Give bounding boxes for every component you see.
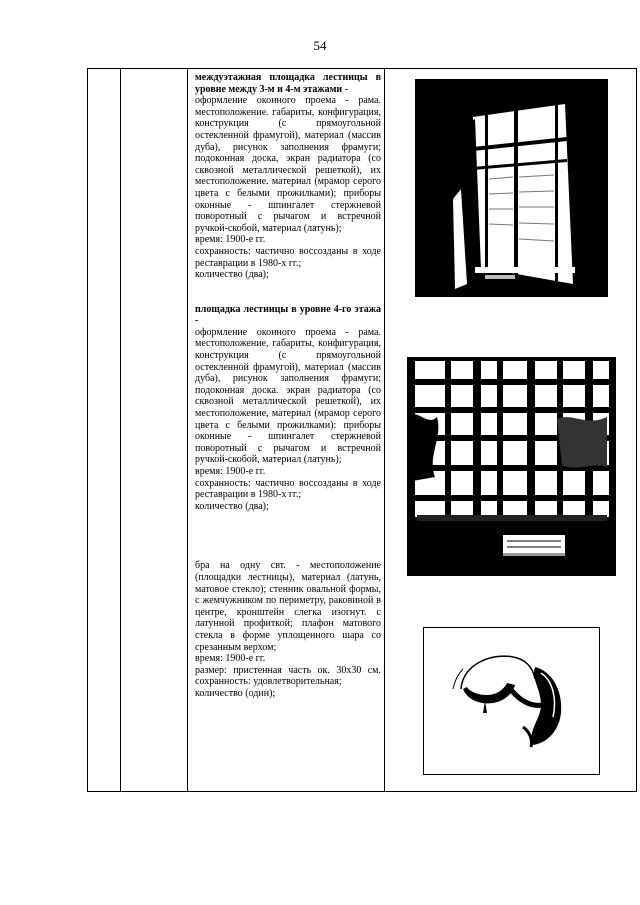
entry-description: бра на одну свт. - местоположение (площадки лестницы), материал (латунь, матовое стекло); стенник овальной формы, с жемчужником по периметру, раковиной в центре, кронштейн слегка изогнут. с латунной профиткой; плафон матового стекла в форме уплощенного шара со срезанным верхом; [195, 560, 381, 653]
entry-title: площадка лестницы в уровне 4-го этажа - [195, 303, 381, 327]
entry-condition: сохранность: частично воссозданы в ходе реставрации в 1980-х гг.; [195, 477, 381, 501]
entry-window-landing-3-4 [188, 72, 384, 281]
entry-condition: сохранность: частично воссозданы в ходе реставрации в 1980-х гг.; [195, 245, 381, 269]
blank-column [121, 69, 188, 792]
window-photo-2 [407, 357, 616, 576]
entry-time: время: 1900-е гг. [195, 234, 266, 246]
entry-time: время: 1900-е гг. [195, 466, 266, 477]
table-row [88, 69, 637, 792]
photo-column [385, 69, 637, 792]
page-number: 54 [313, 38, 327, 53]
entry-quantity: количество (один); [195, 687, 276, 699]
entry-time: время: 1900-е гг. [195, 653, 266, 665]
sconce-photo [423, 627, 600, 775]
entry-sconce [188, 560, 384, 699]
inventory-table [87, 68, 637, 792]
window-photo-1 [415, 79, 608, 297]
entry-description: оформление оконного проема - рама. местоположение, габариты, конфигурация, конструкция (с прямоугольной остекленной фрамугой), материал (массив дуба), рисунок заполнения фрамуги; подоконная доска. экран радиатора (со сквозной металлической решеткой), их местоположение, материал (мрамор серого цвета с белыми прожилками): приборы оконные - шпингалет стержневой поворотный с рычагом и встречной ручкой-скобой, материал (латунь); [195, 326, 381, 466]
entry-quantity: количество (два); [195, 500, 269, 512]
entry-description: оформление оконного проема - рама. местоположение. габариты, конфигурация, конструкция (с прямоугольной остекленной фрамугой), материал (массив дуба), рисунок заполнения фрамуги; подоконная доска, экран радиатора (со сквозной металлической решеткой), их местоположение. материал (мрамор серого цвета с белыми прожилками); приборы оконные - шпингалет стержневой поворотный с рычагом и встречной ручкой-скобой, материал (латунь); [195, 95, 381, 234]
entry-quantity: количество (два); [195, 269, 269, 281]
description-column [188, 69, 385, 792]
entry-window-landing-4 [188, 304, 384, 513]
entry-title: междуэтажная площадка лестницы в уровне между 3-м и 4-м этажами - [195, 72, 381, 95]
entry-size-condition: размер: пристенная часть ок. 30х30 см. сохранность: удовлетворительная; [195, 664, 381, 688]
number-column [88, 69, 121, 792]
